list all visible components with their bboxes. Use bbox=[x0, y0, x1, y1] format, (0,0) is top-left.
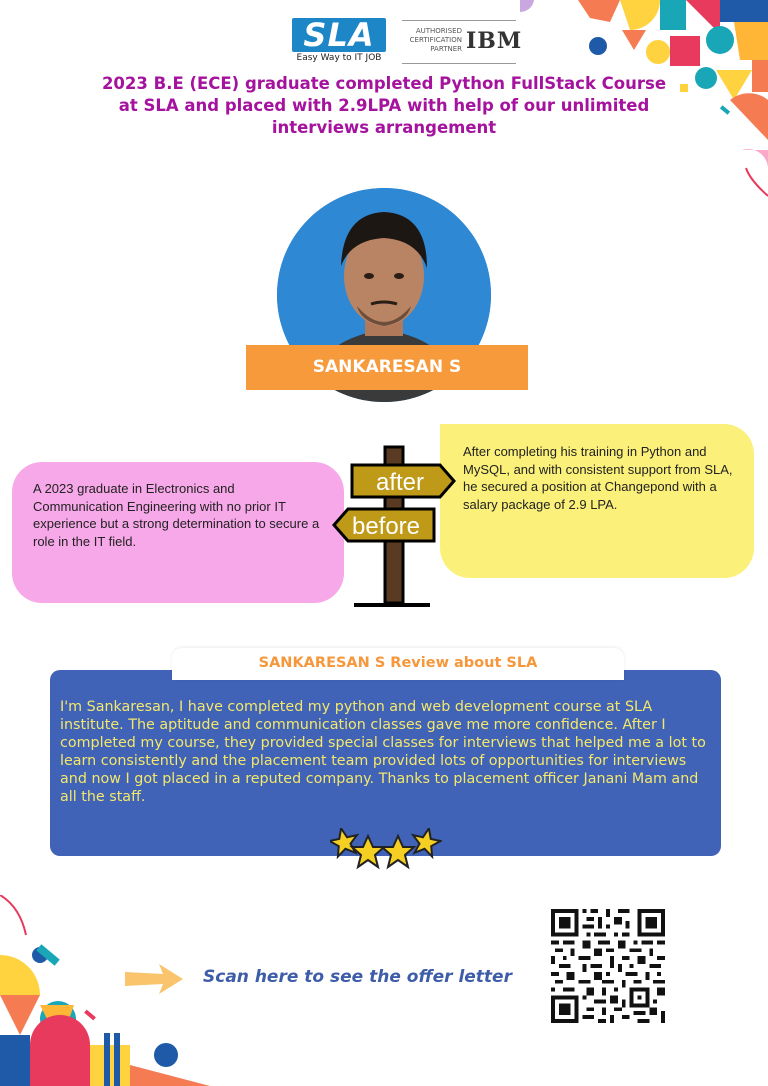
star-icon bbox=[330, 828, 360, 858]
sla-logo: SLA Easy Way to IT JOB bbox=[292, 18, 386, 62]
ibm-partner-logo: AUTHORISED CERTIFICATION PARTNER IBM bbox=[402, 20, 516, 64]
before-description: A 2023 graduate in Electronics and Communication Engineering with no prior IT experience but a strong determination to secure a role in the IT field. bbox=[33, 481, 320, 549]
scan-instruction: Scan here to see the offer letter bbox=[203, 967, 512, 987]
review-title: SANKARESAN S Review about SLA bbox=[258, 655, 538, 671]
signpost-icon bbox=[330, 445, 460, 610]
after-description: After completing his training in Python and MySQL, and with consistent support from SLA, he secured a position at Changepond with a salary package of 2.9 LPA. bbox=[463, 444, 733, 512]
qr-code[interactable] bbox=[551, 909, 665, 1023]
star-icon bbox=[410, 828, 442, 858]
student-name-bar: SANKARESAN S bbox=[246, 345, 528, 390]
star-icon bbox=[352, 836, 384, 867]
sla-tagline: Easy Way to IT JOB bbox=[296, 53, 382, 63]
headline: 2023 B.E (ECE) graduate completed Python FullStack Course at SLA and placed with 2.9LPA with help of our unlimited interviews arrangement bbox=[101, 74, 667, 137]
star-icon bbox=[382, 836, 414, 867]
after-sign-label: after bbox=[375, 469, 425, 496]
star-rating bbox=[330, 828, 442, 884]
before-sign-label: before bbox=[351, 513, 421, 540]
arrow-right-icon bbox=[123, 962, 185, 996]
review-text: I'm Sankaresan, I have completed my python and web development course at SLA institute. The aptitude and communication classes gave me more confidence. After I completed my course, they provided special classes for interviews that helped me a lot to learn consistently and the placement team provided lots of opportunities for interviews and now I got placed in a reputed company. Thanks to placement officer Janani Mam and all the staff. bbox=[60, 699, 706, 805]
